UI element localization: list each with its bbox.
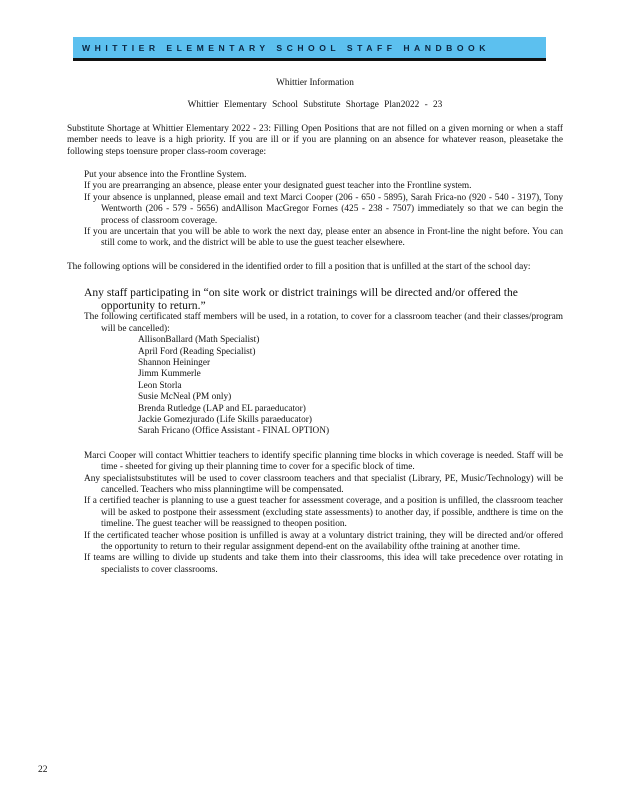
list-item: Brenda Rutledge (LAP and EL paraeducator) xyxy=(138,403,306,414)
list-item: April Ford (Reading Specialist) xyxy=(138,346,256,357)
staff-list xyxy=(138,335,563,438)
list-item: Any specialistsubstitutes will be used to cover classroom teachers and that specialist (Library, PE, Music/Technology) will be cancelled. Teachers who miss planningtime will be compensated. xyxy=(84,473,563,495)
list-item: If a certified teacher is planning to use a guest teacher for assessment coverage, and a position is unfilled, the classroom teacher will be asked to postpone their assessment (excluding state assessments) to another day, if possible, andthere is time on the timeline. The guest teacher will be reassigned to theopen position. xyxy=(84,496,563,530)
list-item: If you are uncertain that you will be able to work the next day, please enter an absence in Front-line the night before. You can still come to work, and the district will be able to use the guest teacher elsewhere. xyxy=(84,227,563,249)
coverage-steps-list xyxy=(67,451,563,576)
list-item: Susie McNeal (PM only) xyxy=(138,392,232,403)
list-item: AllisonBallard (Math Specialist) xyxy=(138,335,260,346)
list-item: Marci Cooper will contact Whittier teachers to identify specific planning time blocks in which coverage is needed. Staff will be time - sheeted for giving up their planning time to cover for a specific block of time. xyxy=(84,450,563,473)
list-item: Sarah Fricano (Office Assistant - FINAL OPTION) xyxy=(138,426,330,437)
certificated-intro: The following certificated staff members will be used, in a rotation, to cover for a classroom teacher (and their classes/program will be cancelled): xyxy=(84,312,563,334)
options-paragraph: The following options will be considered in the identified order to fill a position that is unfilled at the start of the school day: xyxy=(67,261,531,272)
section-title: Whittier Information xyxy=(276,78,354,88)
list-item: Put your absence into the Frontline System. xyxy=(84,170,247,181)
handbook-banner xyxy=(73,37,546,61)
list-item: Leon Storla xyxy=(138,380,182,391)
intro-paragraph: Substitute Shortage at Whittier Elementary 2022 - 23: Filling Open Positions that are not filled on a given morning or when a staff member needs to leave is a high priority. If you are ill or if you are planning on an absence for whatever reason, pleasetake the following steps toensure proper class-room coverage: xyxy=(67,123,563,157)
list-item: If the certificated teacher whose position is unfilled is away at a voluntary district training, they will be directed and/or offered the opportunity to return to their regular assignment depend-ent on the availability ofthe training at another time. xyxy=(84,530,563,552)
list-item: Shannon Heininger xyxy=(138,357,211,368)
emphasis-note: Any staff participating in “on site work or district trainings will be directed and/or offered the opportunity to return.” xyxy=(84,286,518,313)
plan-title: Whittier Elementary School Substitute Shortage Plan2022 - 23 xyxy=(187,100,443,111)
absence-steps-list xyxy=(67,170,563,250)
document-body xyxy=(67,74,563,576)
banner-title: WHITTIER ELEMENTARY SCHOOL STAFF HANDBOOK xyxy=(82,42,490,53)
list-item: If teams are willing to divide up students and take them into their classrooms, this idea will take precedence over rotating in specialists to cover classrooms. xyxy=(84,553,563,575)
list-item: Jimm Kummerle xyxy=(138,369,201,380)
list-item: Jackie Gomezjurado (Life Skills paraeducator) xyxy=(138,414,312,425)
list-item: If you are prearranging an absence, please enter your designated guest teacher into the Frontline system. xyxy=(84,181,472,192)
list-item: If your absence is unplanned, please email and text Marci Cooper (206 - 650 - 5895), Sarah Frica-no (920 - 540 - 3197), Tony Wentworth (206 - 579 - 5656) andAllison MacGregor Fornes (425 - 238 - 7507) immediately so that we can begin the process of classroom coverage. xyxy=(84,192,563,226)
page-number: 22 xyxy=(38,765,48,775)
